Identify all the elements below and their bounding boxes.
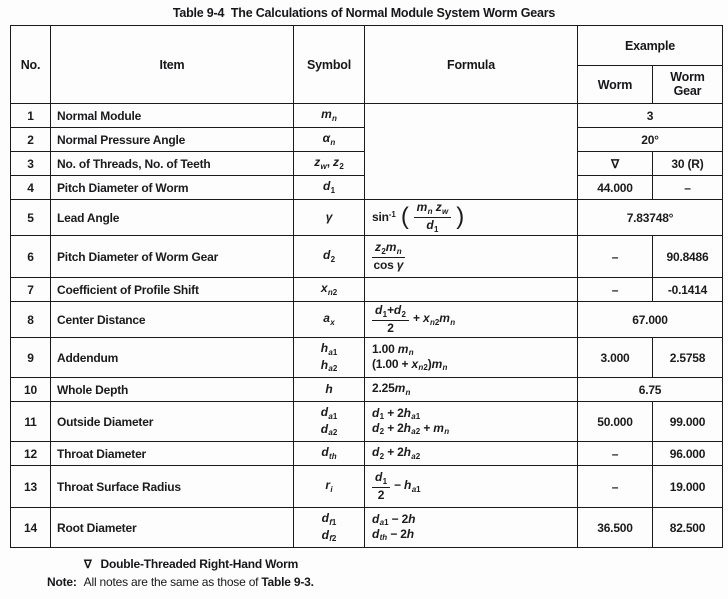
header-symbol: Symbol bbox=[294, 26, 365, 104]
symbol-cell: h bbox=[294, 378, 365, 402]
worm-gear-table bbox=[10, 25, 723, 548]
symbol-cell: $x_{n2}$ bbox=[294, 278, 365, 302]
row-number: 4 bbox=[11, 176, 51, 200]
symbol-cell: $\alpha_n$ bbox=[294, 128, 365, 152]
row-number: 9 bbox=[11, 338, 51, 378]
item-cell: Addendum bbox=[51, 338, 294, 378]
header-row-1 bbox=[11, 26, 723, 66]
example-worm-cell: – bbox=[578, 236, 653, 278]
example-worm-cell: 44.000 bbox=[578, 176, 653, 200]
example-gear-cell: 19.000 bbox=[653, 466, 723, 508]
table-header bbox=[11, 26, 723, 104]
header-worm: Worm bbox=[578, 66, 653, 104]
symbol-cell: $d_{th}$ bbox=[294, 442, 365, 466]
note-text: All notes are the same as those of bbox=[83, 575, 259, 589]
table-row bbox=[11, 378, 723, 402]
row-number: 8 bbox=[11, 302, 51, 338]
item-cell: No. of Threads, No. of Teeth bbox=[51, 152, 294, 176]
row-number: 11 bbox=[11, 402, 51, 442]
example-gear-cell: – bbox=[653, 176, 723, 200]
formula-cell bbox=[365, 104, 578, 200]
example-worm-cell: 36.500 bbox=[578, 508, 653, 548]
example-cell: 7.83748° bbox=[578, 200, 723, 236]
formula-cell: $d_2 + 2h_{a2}$ bbox=[365, 442, 578, 466]
formula-cell: $\frac{z_2m_n}{\text{cos γ}}$ bbox=[365, 236, 578, 278]
table-row bbox=[11, 104, 723, 128]
row-number: 13 bbox=[11, 466, 51, 508]
note-suffix: . bbox=[310, 575, 314, 589]
example-gear-cell: 90.8486 bbox=[653, 236, 723, 278]
example-cell: 6.75 bbox=[578, 378, 723, 402]
symbol-cell: $d_{f1}$ $d_{f2}$ bbox=[294, 508, 365, 548]
row-number: 6 bbox=[11, 236, 51, 278]
item-cell: Coefficient of Profile Shift bbox=[51, 278, 294, 302]
item-cell: Outside Diameter bbox=[51, 402, 294, 442]
header-example: Example bbox=[578, 26, 723, 66]
example-gear-cell: 99.000 bbox=[653, 402, 723, 442]
example-cell: 67.000 bbox=[578, 302, 723, 338]
header-worm-gear: Worm Gear bbox=[653, 66, 723, 104]
formula-cell: $\frac{d_1}{2}$ − $h_{a1}$ bbox=[365, 466, 578, 508]
item-cell: Throat Surface Radius bbox=[51, 466, 294, 508]
item-cell: Throat Diameter bbox=[51, 442, 294, 466]
row-number: 7 bbox=[11, 278, 51, 302]
formula-cell bbox=[365, 278, 578, 302]
table-row bbox=[11, 508, 723, 548]
table-row bbox=[11, 466, 723, 508]
example-gear-cell: 82.500 bbox=[653, 508, 723, 548]
row-number: 12 bbox=[11, 442, 51, 466]
item-cell: Root Diameter bbox=[51, 508, 294, 548]
example-worm-cell: – bbox=[578, 466, 653, 508]
table-row bbox=[11, 338, 723, 378]
header-formula: Formula bbox=[365, 26, 578, 104]
item-cell: Normal Pressure Angle bbox=[51, 128, 294, 152]
row-number: 5 bbox=[11, 200, 51, 236]
example-worm-cell: ∇ bbox=[578, 152, 653, 176]
footnote-triangle bbox=[84, 557, 728, 571]
symbol-cell: $d_1$ bbox=[294, 176, 365, 200]
table-row bbox=[11, 402, 723, 442]
symbol-cell: $d_2$ bbox=[294, 236, 365, 278]
symbol-cell: $a_x$ bbox=[294, 302, 365, 338]
table-row bbox=[11, 200, 723, 236]
row-number: 1 bbox=[11, 104, 51, 128]
example-worm-cell: – bbox=[578, 442, 653, 466]
example-worm-cell: – bbox=[578, 278, 653, 302]
item-cell: Center Distance bbox=[51, 302, 294, 338]
formula-cell: $2.25m_n$ bbox=[365, 378, 578, 402]
symbol-cell: γ bbox=[294, 200, 365, 236]
footnote-triangle-text: Double-Threaded Right-Hand Worm bbox=[100, 557, 299, 571]
item-cell: Pitch Diameter of Worm Gear bbox=[51, 236, 294, 278]
symbol-cell: $r_i$ bbox=[294, 466, 365, 508]
header-no: No. bbox=[11, 26, 51, 104]
formula-cell: $\sin^{-1}$ ( $\frac{m_n z_w}{d_1}$ ) bbox=[365, 200, 578, 236]
row-number: 3 bbox=[11, 152, 51, 176]
example-gear-cell: 2.5758 bbox=[653, 338, 723, 378]
table-title: Table 9-4 The Calculations of Normal Module System Worm Gears bbox=[172, 6, 556, 20]
table-body bbox=[11, 104, 723, 548]
table-row bbox=[11, 442, 723, 466]
item-cell: Normal Module bbox=[51, 104, 294, 128]
row-number: 10 bbox=[11, 378, 51, 402]
example-gear-cell: -0.1414 bbox=[653, 278, 723, 302]
table-row bbox=[11, 236, 723, 278]
symbol-cell: $d_{a1}$ $d_{a2}$ bbox=[294, 402, 365, 442]
table-row bbox=[11, 278, 723, 302]
formula-cell: $d_1 + 2h_{a1}$ $d_2 + 2h_{a2} + m_n$ bbox=[365, 402, 578, 442]
footnote-note bbox=[47, 575, 728, 589]
footnotes bbox=[47, 557, 728, 589]
note-label: Note: bbox=[47, 575, 77, 589]
example-worm-cell: 50.000 bbox=[578, 402, 653, 442]
row-number: 2 bbox=[11, 128, 51, 152]
row-number: 14 bbox=[11, 508, 51, 548]
table-row bbox=[11, 302, 723, 338]
example-cell: 20° bbox=[578, 128, 723, 152]
example-gear-cell: 96.000 bbox=[653, 442, 723, 466]
note-table-ref: Table 9-3 bbox=[261, 575, 311, 589]
example-gear-cell: 30 (R) bbox=[653, 152, 723, 176]
symbol-cell: $h_{a1}$ $h_{a2}$ bbox=[294, 338, 365, 378]
item-cell: Lead Angle bbox=[51, 200, 294, 236]
example-cell: 3 bbox=[578, 104, 723, 128]
example-worm-cell: 3.000 bbox=[578, 338, 653, 378]
triangle-down-icon: ∇ bbox=[84, 559, 92, 571]
symbol-cell: $m_n$ bbox=[294, 104, 365, 128]
item-cell: Pitch Diameter of Worm bbox=[51, 176, 294, 200]
formula-cell: $\frac{d_1+d_2}{2}$ + $x_{n2}m_n$ bbox=[365, 302, 578, 338]
header-item: Item bbox=[51, 26, 294, 104]
formula-cell: $d_{a1} - 2h$ $d_{th} - 2h$ bbox=[365, 508, 578, 548]
formula-cell: 1.00 $m_n$ $(1.00 + x_{n2})m_n$ bbox=[365, 338, 578, 378]
item-cell: Whole Depth bbox=[51, 378, 294, 402]
symbol-cell: $z_w$, $z_2$ bbox=[294, 152, 365, 176]
